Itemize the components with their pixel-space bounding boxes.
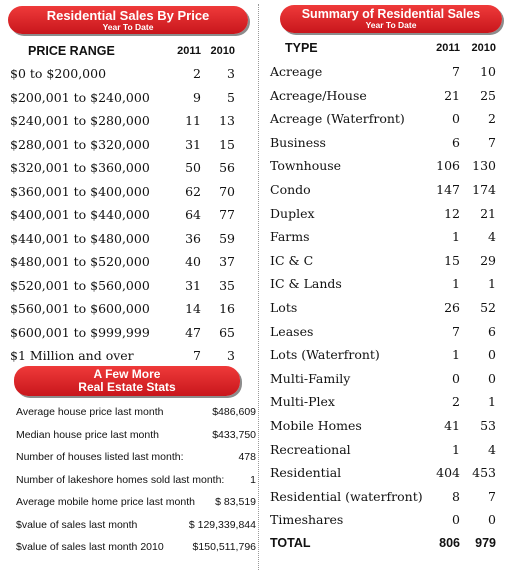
summary-row — [0, 442, 513, 464]
summary-row — [0, 418, 513, 440]
summary-value-2011: 6 — [452, 134, 460, 150]
summary-value-2010: 130 — [472, 158, 496, 174]
price-range-label: $400,001 to $440,000 — [10, 207, 150, 222]
summary-value-2010: 4 — [488, 229, 496, 245]
price-value-2010: 3 — [227, 348, 235, 363]
summary-value-2011: 21 — [444, 87, 460, 103]
price-range-label: $360,001 to $400,000 — [10, 183, 150, 199]
summary-row — [0, 347, 513, 369]
summary-value-2010: 53 — [480, 418, 496, 433]
summary-year-2011-header: 2011 — [436, 42, 460, 54]
summary-value-2011: 0 — [452, 111, 460, 127]
summary-value-2011: 0 — [452, 512, 460, 528]
summary-row — [0, 300, 513, 322]
summary-row — [0, 276, 513, 298]
stat-value: $ 83,519 — [215, 496, 256, 508]
summary-row — [0, 489, 513, 511]
price-value-2010: 37 — [219, 254, 235, 269]
price-value-2010: 13 — [219, 113, 235, 128]
summary-value-2010: 1 — [488, 276, 496, 292]
type-label: Acreage (Waterfront) — [270, 111, 405, 127]
total-value-2010: 979 — [475, 536, 496, 550]
stat-value: $ 129,339,844 — [188, 518, 256, 531]
price-section-subtitle: Year To Date — [102, 21, 154, 32]
type-label: Townhouse — [270, 158, 342, 174]
summary-value-2010: 0 — [488, 512, 496, 528]
stat-label: Number of houses listed last month: — [16, 451, 184, 463]
summary-value-2010: 2 — [488, 111, 496, 127]
price-value-2011: 50 — [185, 160, 201, 175]
type-label: Multi-Plex — [270, 394, 335, 410]
stats-title-line1: A Few More — [93, 367, 161, 381]
price-range-label: $1 Million and over — [10, 348, 134, 363]
summary-row — [0, 465, 513, 487]
type-label: Business — [270, 134, 326, 150]
summary-value-2010: 52 — [480, 300, 496, 315]
price-value-2010: 77 — [219, 207, 235, 222]
price-value-2010: 56 — [219, 160, 235, 175]
type-label: Farms — [270, 229, 310, 245]
price-value-2010: 59 — [219, 230, 235, 246]
summary-row — [0, 512, 513, 534]
summary-value-2011: 8 — [452, 488, 460, 504]
summary-row — [0, 111, 513, 133]
type-label: Leases — [270, 323, 314, 339]
price-value-2011: 2 — [193, 66, 201, 81]
price-value-2011: 62 — [185, 183, 201, 199]
summary-value-2010: 174 — [472, 182, 496, 197]
summary-value-2011: 404 — [436, 465, 460, 481]
price-value-2010: 16 — [219, 301, 235, 316]
price-value-2011: 31 — [185, 277, 201, 293]
price-section-title: Residential Sales By Price — [46, 8, 210, 23]
price-value-2010: 15 — [219, 136, 235, 152]
price-value-2011: 40 — [185, 254, 201, 269]
price-value-2011: 14 — [185, 301, 201, 316]
summary-value-2011: 1 — [452, 441, 460, 457]
type-label: Mobile Homes — [270, 418, 362, 433]
stat-value: $433,750 — [212, 428, 256, 441]
summary-section-banner — [280, 5, 502, 33]
summary-value-2011: 7 — [452, 64, 460, 79]
price-range-label: $0 to $200,000 — [10, 66, 107, 81]
price-value-2010: 3 — [227, 66, 235, 81]
type-label: IC & Lands — [270, 276, 342, 292]
price-range-label: $560,001 to $600,000 — [10, 301, 150, 316]
type-header: TYPE — [285, 41, 318, 55]
summary-row — [0, 158, 513, 180]
summary-value-2011: 2 — [452, 394, 460, 410]
summary-value-2010: 7 — [488, 488, 496, 504]
type-label: Multi-Family — [270, 370, 351, 386]
type-label: Residential — [270, 465, 342, 481]
summary-row — [0, 229, 513, 251]
summary-value-2010: 25 — [480, 87, 496, 103]
summary-row — [0, 253, 513, 275]
total-label: TOTAL — [270, 536, 311, 550]
stat-value: $486,609 — [212, 406, 256, 418]
total-value-2011: 806 — [439, 536, 460, 550]
price-section-banner — [8, 6, 248, 34]
summary-value-2011: 7 — [452, 323, 460, 339]
summary-row — [0, 324, 513, 346]
summary-row — [0, 394, 513, 416]
stat-value: $150,511,796 — [192, 541, 256, 553]
price-range-label: $320,001 to $360,000 — [10, 160, 150, 175]
type-label: Acreage — [270, 64, 323, 79]
summary-value-2011: 106 — [436, 158, 460, 174]
type-label: Timeshares — [270, 512, 344, 528]
price-range-label: $280,001 to $320,000 — [10, 136, 150, 152]
price-year-2011-header: 2011 — [177, 45, 201, 57]
summary-value-2011: 147 — [436, 182, 460, 197]
summary-row — [0, 206, 513, 228]
summary-row — [0, 88, 513, 110]
summary-section-subtitle: Year To Date — [365, 20, 417, 31]
price-value-2010: 65 — [219, 324, 235, 340]
summary-value-2010: 0 — [488, 370, 496, 386]
price-range-label: $240,001 to $280,000 — [10, 113, 150, 128]
type-label: Residential (waterfront) — [270, 488, 423, 504]
stat-value: 478 — [238, 451, 256, 463]
price-value-2010: 5 — [227, 89, 235, 105]
type-label: Acreage/House — [270, 87, 367, 103]
summary-section-title: Summary of Residential Sales — [301, 7, 481, 21]
summary-value-2011: 1 — [452, 347, 460, 363]
summary-value-2010: 29 — [480, 252, 496, 268]
stat-label: Average mobile home price last month — [16, 496, 195, 508]
summary-year-2010-header: 2010 — [471, 42, 496, 54]
summary-value-2011: 12 — [444, 205, 460, 221]
price-value-2011: 11 — [185, 113, 201, 128]
summary-row — [0, 182, 513, 204]
type-label: Duplex — [270, 205, 315, 221]
price-range-label: $600,001 to $999,999 — [10, 324, 150, 340]
stats-title-line2: Real Estate Stats — [78, 379, 176, 394]
price-value-2011: 47 — [185, 324, 201, 340]
type-label: Lots (Waterfront) — [270, 347, 380, 363]
summary-value-2010: 4 — [488, 441, 496, 457]
summary-value-2011: 1 — [452, 276, 460, 292]
summary-value-2011: 1 — [452, 229, 460, 245]
type-label: Condo — [270, 182, 311, 197]
stat-label: Average house price last month — [16, 406, 164, 418]
stat-label: $value of sales last month — [16, 518, 138, 531]
price-value-2011: 31 — [185, 136, 201, 152]
price-value-2010: 35 — [219, 277, 235, 293]
summary-value-2011: 0 — [452, 370, 460, 386]
summary-value-2010: 7 — [488, 134, 496, 150]
summary-value-2011: 15 — [444, 252, 460, 268]
summary-value-2010: 0 — [488, 347, 496, 363]
stat-value: 1 — [250, 473, 256, 486]
price-year-2010-header: 2010 — [210, 45, 235, 57]
price-value-2010: 70 — [219, 183, 235, 199]
price-value-2011: 9 — [193, 89, 201, 105]
type-label: Recreational — [270, 441, 351, 457]
price-value-2011: 36 — [185, 230, 201, 246]
stat-label: $value of sales last month 2010 — [16, 541, 164, 553]
price-range-label: $200,001 to $240,000 — [10, 89, 150, 105]
summary-value-2010: 453 — [472, 465, 496, 481]
price-value-2011: 64 — [185, 207, 201, 222]
price-range-label: $440,001 to $480,000 — [10, 230, 150, 246]
price-range-label: $480,001 to $520,000 — [10, 254, 150, 269]
summary-value-2010: 10 — [480, 64, 496, 79]
type-label: IC & C — [270, 252, 314, 268]
summary-value-2011: 41 — [444, 418, 460, 433]
stat-label: Number of lakeshore homes sold last month: — [16, 473, 225, 486]
summary-value-2011: 26 — [444, 300, 460, 315]
stat-label: Median house price last month — [16, 428, 159, 441]
summary-row — [0, 135, 513, 157]
summary-total-row — [0, 536, 513, 558]
price-range-label: $520,001 to $560,000 — [10, 277, 150, 293]
summary-row — [0, 371, 513, 393]
summary-row — [0, 64, 513, 86]
price-range-header: PRICE RANGE — [28, 44, 115, 58]
summary-value-2010: 21 — [480, 205, 496, 221]
type-label: Lots — [270, 300, 298, 315]
price-value-2011: 7 — [193, 348, 201, 363]
summary-value-2010: 1 — [488, 394, 496, 410]
summary-value-2010: 6 — [488, 323, 496, 339]
